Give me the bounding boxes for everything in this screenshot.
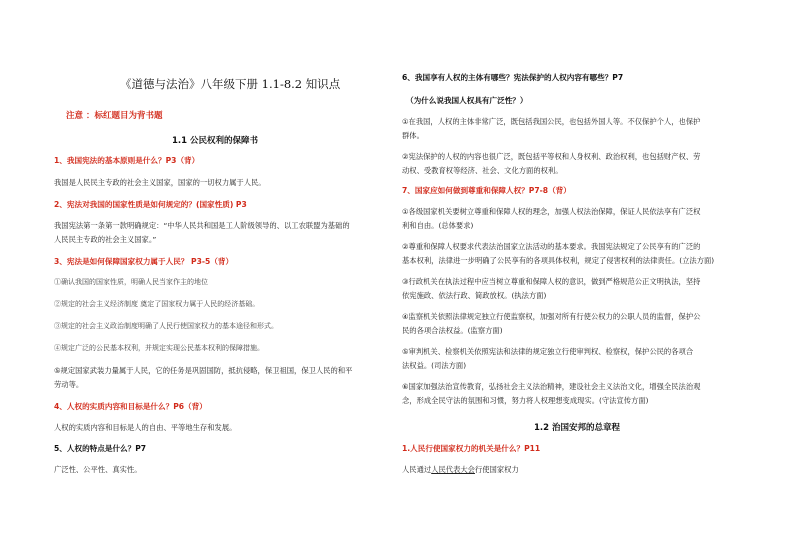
question-5: 5、人权的特点是什么？P7 [54,444,147,453]
question-4: 4、人权的实质内容和目标是什么？P6（背） [54,402,207,411]
answer-5: 广泛性、公平性、真实性。 [54,465,142,474]
section-heading-1-2: 1.2 治国安邦的总章程 [534,423,621,433]
answer-1-2-1-post: 行使国家权力 [474,465,519,474]
answer-6-line-1: ①在我国，人权的主体非常广泛，既包括我国公民，也包括外国人等。不仅保护个人，也保护 [402,117,701,126]
answer-7-line-7: ④监察机关依照法律规定独立行使监察权，加强对所有行使公权力的公职人员的监督，保护公 [402,312,701,321]
answer-6-line-4: 动权、受教育权等经济、社会、文化方面的权利。 [402,166,563,175]
question-7: 7、国家应如何做到尊重和保障人权？P7-8（背） [402,186,571,195]
question-2: 2、宪法对我国的国家性质是如何规定的？(国家性质) P3 [54,200,247,209]
answer-1-2-1-pre: 人民通过 [402,465,432,474]
answer-1-2-1 [402,463,519,477]
answer-2-line-1: 我国宪法第一条第一款明确规定：“中华人民共和国是工人阶级领导的、以工农联盟为基础的 [54,221,350,230]
answer-3-line-2: ②规定的社会主义经济制度 奠定了国家权力属于人民的经济基础。 [54,300,260,308]
answer-3-line-1: ①确认我国的国家性质，明确人民当家作主的地位 [54,278,208,286]
question-1-2-1: 1.人民行使国家权力的机关是什么？P11 [402,444,541,453]
answer-1: 我国是人民民主专政的社会主义国家，国家的一切权力属于人民。 [54,178,266,187]
answer-3-line-3: ③规定的社会主义政治制度明确了人民行使国家权力的基本途径和形式。 [54,322,278,330]
answer-3-line-4: ④规定广泛的公民基本权利，并规定实现公民基本权利的保障措施。 [54,344,264,352]
answer-3-line-6: 劳动等。 [54,380,84,389]
answer-1-2-1-underlined: 人民代表大会 [431,465,475,474]
answer-7-line-10: 法权益。(司法方面) [402,361,467,370]
answer-7-line-5: ③行政机关在执法过程中应当树立尊重和保障人权的意识，做到严格规范公正文明执法，坚持 [402,277,701,286]
answer-3-line-5: ⑤规定国家武装力量属于人民，它的任务是巩固国防，抵抗侵略，保卫祖国，保卫人民的和平 [54,366,353,375]
answer-7-line-3: ②尊重和保障人权要求代表法治国家立法活动的基本要求。我国宪法规定了公民享有的广泛的 [402,242,701,251]
answer-7-line-1: ①各级国家机关要树立尊重和保障人权的理念，加强人权法治保障，保证人民依法享有广泛权 [402,207,701,216]
question-6-sub: （为什么说我国人权具有广泛性？） [406,96,528,105]
answer-7-line-2: 利和自由。(总体要求) [402,221,474,230]
answer-6-line-3: ②宪法保护的人权的内容也很广泛，既包括平等权和人身权利、政治权利，也包括财产权、劳 [402,152,701,161]
note-label: 注意 ： [66,111,95,121]
question-6: 6、我国享有人权的主体有哪些？宪法保护的人权内容有哪些？P7 [402,73,624,82]
section-heading-1-1: 1.1 公民权利的保障书 [172,136,259,146]
question-3: 3、宪法是如何保障国家权力属于人民？ P3-5（背） [54,257,234,266]
question-1: 1、我国宪法的基本原则是什么？P3（背） [54,156,200,165]
answer-4: 人权的实质内容和目标是人的自由、平等地生存和发展。 [54,423,237,432]
answer-7-line-6: 依宪施政、依法行政、简政放权。(执法方面) [402,291,547,300]
answer-2-line-2: 人民民主专政的社会主义国家。” [54,235,157,244]
note-text: 标红题目为背书题 [94,111,163,121]
answer-7-line-9: ⑤审判机关、检察机关依照宪法和法律的规定独立行使审判权、检察权，保护公民的各项合 [402,347,694,356]
answer-7-line-4: 基本权利，法律进一步明确了公民享有的各项具体权利，规定了侵害权利的法律责任。(立法方面) [402,256,715,265]
note [66,109,162,121]
answer-7-line-11: ⑥国家加强法治宣传教育，弘扬社会主义法治精神，建设社会主义法治文化，增强全民法治观 [402,382,701,391]
page-title: 《道德与法治》八年级下册 1.1-8.2 知识点 [120,77,341,91]
answer-7-line-12: 念，形成全民守法的氛围和习惯，努力将人权理想变成现实。(守法宣传方面) [402,396,649,405]
answer-7-line-8: 民的各项合法权益。(监察方面) [402,326,503,335]
answer-6-line-2: 群体。 [402,131,424,140]
